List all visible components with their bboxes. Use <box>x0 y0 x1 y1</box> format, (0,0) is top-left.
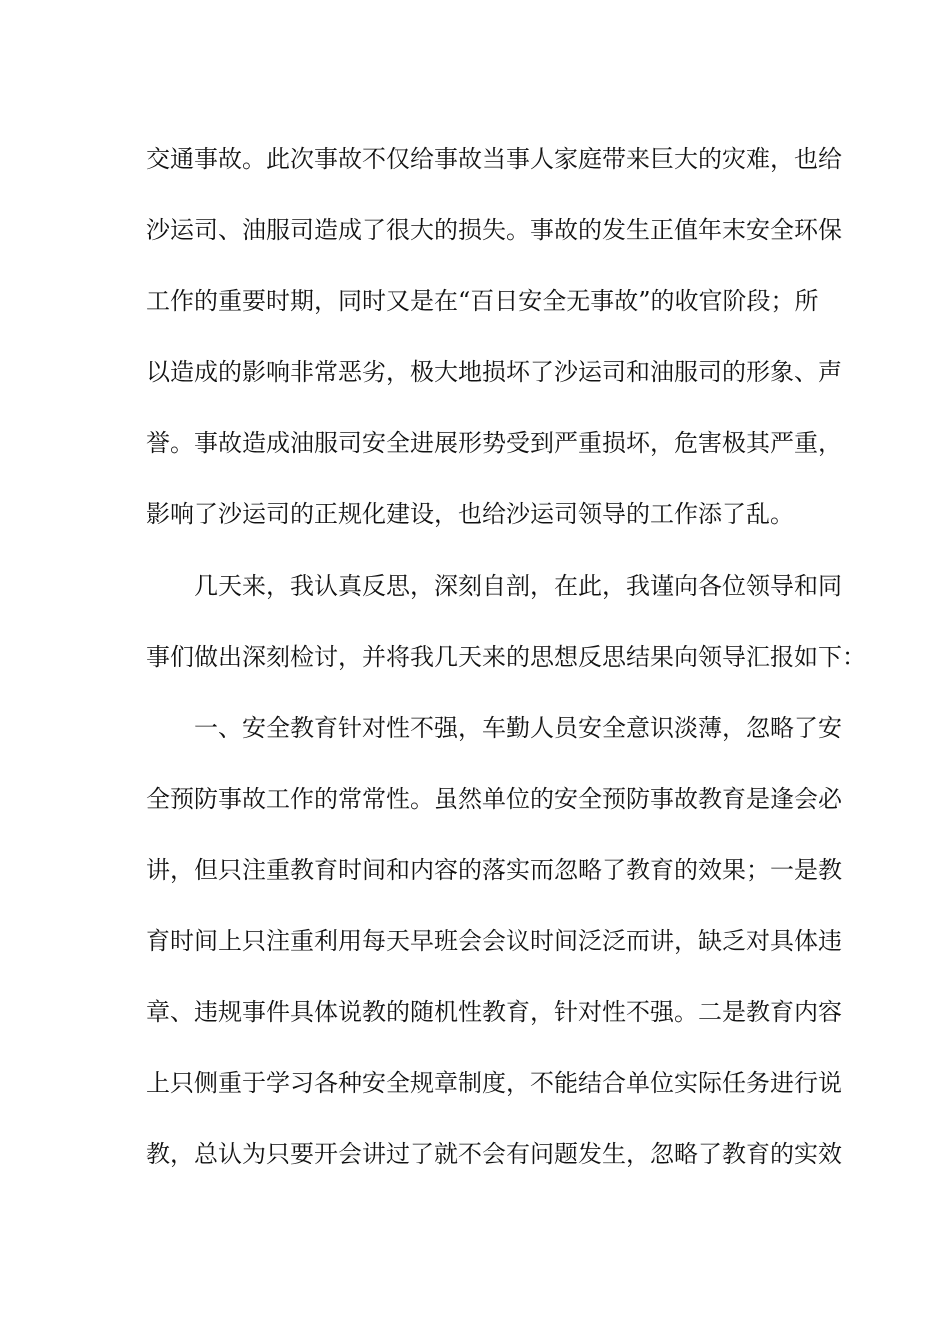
text-line: 誉。事故造成油服司安全进展形势受到严重损坏，危害极其严重， <box>146 429 842 458</box>
text-line: 章、违规事件具体说教的随机性教育，针对性不强。二是教育内容 <box>146 998 842 1027</box>
text-line: 工作的重要时期，同时又是在“百日安全无事故”的收官阶段；所 <box>146 287 819 316</box>
text-line: 影响了沙运司的正规化建设，也给沙运司领导的工作添了乱。 <box>146 500 794 529</box>
text-line: 事们做出深刻检讨，并将我几天来的思想反思结果向领导汇报如下： <box>146 642 866 671</box>
text-line: 交通事故。此次事故不仅给事故当事人家庭带来巨大的灾难，也给 <box>146 145 842 173</box>
document-body <box>146 132 866 1198</box>
text-line: 一、安全教育针对性不强，车勤人员安全意识淡薄，忽略了安 <box>194 713 842 742</box>
text-line: 上只侧重于学习各种安全规章制度，不能结合单位实际任务进行说 <box>146 1069 842 1098</box>
text-line: 讲，但只注重教育时间和内容的落实而忽略了教育的效果；一是教 <box>146 855 842 884</box>
text-line: 沙运司、油服司造成了很大的损失。事故的发生正值年末安全环保 <box>146 216 842 245</box>
text-line: 以造成的影响非常恶劣，极大地损坏了沙运司和油服司的形象、声 <box>146 358 842 387</box>
text-line: 教，总认为只要开会讲过了就不会有问题发生，忽略了教育的实效 <box>146 1140 842 1169</box>
text-line: 全预防事故工作的常常性。虽然单位的安全预防事故教育是逢会必 <box>146 784 842 813</box>
text-line: 育时间上只注重利用每天早班会会议时间泛泛而讲，缺乏对具体违 <box>146 927 842 956</box>
text-line: 几天来，我认真反思，深刻自剖，在此，我谨向各位领导和同 <box>194 571 842 600</box>
